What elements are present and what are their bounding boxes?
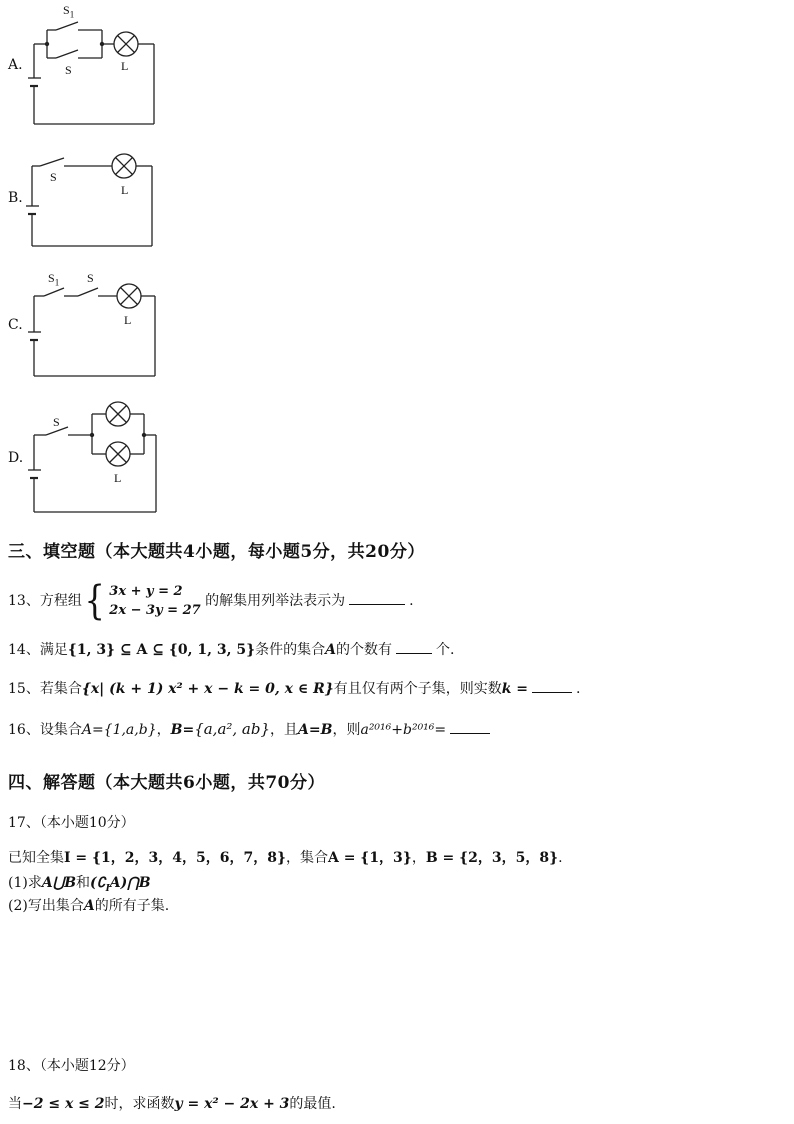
lamp-label-a: L [121, 59, 129, 73]
q13-number: 13、方程组 [8, 593, 82, 609]
answer-blank-16[interactable] [450, 732, 490, 734]
circuit-diagram-a [28, 0, 168, 130]
answer-blank-15[interactable] [532, 691, 572, 693]
switch-s-label-a: S [65, 63, 72, 77]
circuit-diagram-b [26, 150, 166, 250]
q17-line2: (1)求A⋃B和$(∁_IA)⋂B$ [8, 875, 151, 894]
q15-math: {x| (k + 1) x² + x − k = 0, x ∈ R} [81, 681, 334, 697]
option-c-label: C. [8, 317, 23, 333]
circuit-diagram-c [28, 280, 168, 380]
option-a-label: A. [8, 57, 23, 73]
answer-blank-14[interactable] [396, 652, 432, 654]
switch-s1-label-a: $S_1$ [63, 3, 75, 20]
section-3-title: 三、填空题（本大题共4小题，每小题5分，共20分） [8, 542, 425, 562]
question-14: 14、满足{1, 3} ⊆ A ⊆ {0, 1, 3, 5}条件的集合A的个数有 个. [8, 642, 455, 658]
switch-s-label-b: S [50, 170, 57, 184]
switch-s-label-d: S [53, 415, 60, 429]
lamp-label-d: L [114, 471, 122, 485]
equation-system: { 3x + y = 2 2x − 3y = 27 [84, 578, 201, 624]
lamp-label-b: L [121, 183, 129, 197]
q17-line3: (2)写出集合A的所有子集. [8, 898, 170, 914]
q17-line1: 已知全集I = {1，2，3，4，5，6，7，8}，集合A = {1，3}，B = {2，3，5，8}. [8, 850, 563, 866]
q13-eq1: 3x + y = 2 [109, 584, 183, 599]
switch-s1-label-c: $S_1$ [48, 271, 60, 288]
circuit-diagram-d [28, 398, 168, 518]
question-13: 13、方程组 { 3x + y = 2 2x − 3y = 27 的解集用列举法表示为 . [8, 578, 414, 624]
switch-s-label-c: S [87, 271, 94, 285]
lamp-label-c: L [124, 313, 132, 327]
q16-number: 16、设集合 [8, 722, 82, 738]
section-4-title: 四、解答题（本大题共6小题，共70分） [8, 773, 325, 793]
option-d-label: D. [8, 450, 24, 466]
q17-header: 17、（本小题10分） [8, 815, 135, 831]
q14-number: 14、满足 [8, 642, 68, 658]
q13-eq2: 2x − 3y = 27 [109, 603, 201, 618]
question-16: 16、设集合A={1,a,b}，B={a,a², ab}，且A=B，则a²⁰¹⁶+b²⁰¹⁶= [8, 719, 494, 739]
q18-header: 18、（本小题12分） [8, 1058, 135, 1074]
answer-blank-13[interactable] [349, 603, 405, 605]
q15-number: 15、若集合 [8, 681, 82, 697]
q13-text: 的解集用列举法表示为 [205, 593, 346, 609]
q14-math: {1, 3} ⊆ A ⊆ {0, 1, 3, 5} [67, 642, 256, 658]
q18-body: 当−2 ≤ x ≤ 2时，求函数y = x² − 2x + 3的最值. [8, 1096, 336, 1112]
option-b-label: B. [8, 190, 23, 206]
question-15: 15、若集合{x| (k + 1) x² + x − k = 0, x ∈ R}有且仅有两个子集，则实数k = . [8, 681, 581, 697]
